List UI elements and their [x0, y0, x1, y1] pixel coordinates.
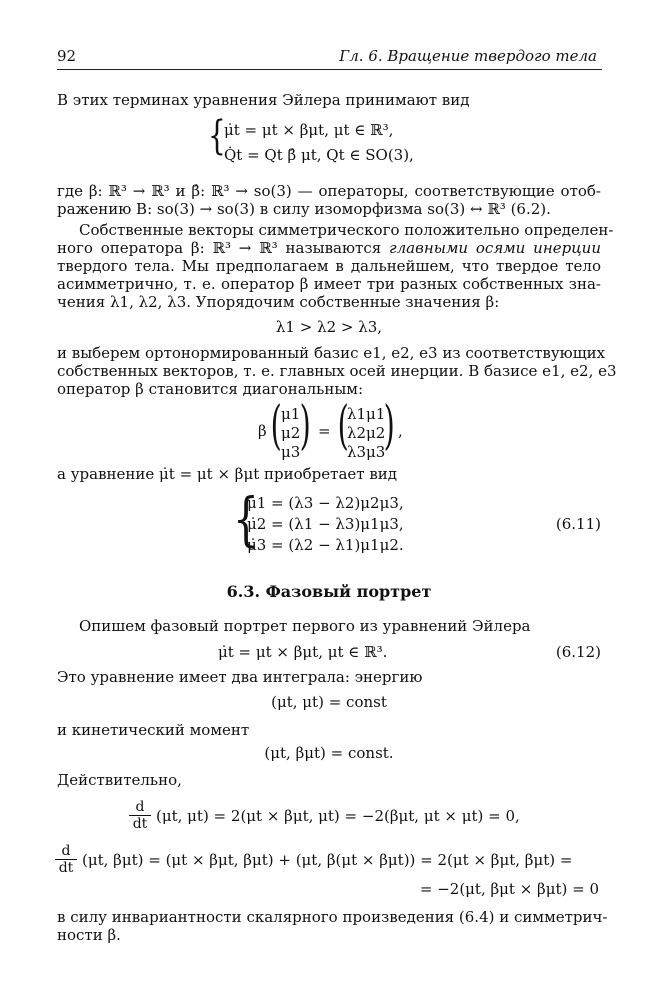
derivative-energy: (μt, μt) = 2(μt × βμt, μt) = −2(βμt, μt × μt) = 0, [156, 807, 520, 825]
equals-sign: = [318, 422, 331, 440]
text-line: ного оператора β: ℝ³ → ℝ³ называются главными осями инерции [57, 239, 601, 257]
text-line: ражению B: so(3) → so(3) в силу изоморфизма so(3) ↔ ℝ³ (6.2). [57, 200, 551, 218]
euler-component-2: μ̇2 = (λ1 − λ3)μ1μ3, [247, 515, 404, 533]
comma: , [398, 422, 403, 440]
system-brace: { [233, 485, 259, 553]
running-header: Гл. 6. Вращение твердого тела [339, 47, 597, 65]
header-rule [57, 69, 602, 70]
text-line: Это уравнение имеет два интеграла: энергию [57, 668, 423, 686]
paragraph-intro: В этих терминах уравнения Эйлера принимают вид [57, 91, 470, 109]
text-line: Собственные векторы симметрического положительно определен- [79, 221, 614, 239]
text-line: Действительно, [57, 771, 182, 789]
equation-6-12: μ̇t = μt × βμt, μt ∈ ℝ³. [218, 643, 388, 661]
equation-number: (6.12) [555, 643, 601, 661]
text-line: асимметрично, т. е. оператор β имеет три разных собственных зна- [57, 275, 601, 293]
euler-eq-2: Q̇t = Qt β̂ μt, Qt ∈ SO(3), [224, 146, 414, 164]
left-paren: ( [270, 396, 282, 456]
vector-lambda-mu: λ1μ1 λ2μ2 λ3μ3 [347, 405, 386, 461]
eigenvalue-order: λ1 > λ2 > λ3, [275, 318, 383, 336]
derivative-fraction: $\frac{d}{dt}$ [55, 843, 77, 876]
page-number: 92 [57, 47, 77, 65]
euler-eq-1: μ̇t = μt × βμt, μt ∈ ℝ³, [224, 121, 394, 139]
system-brace: { [208, 113, 226, 159]
text-line: в силу инвариантности скалярного произведения (6.4) и симметрич- [57, 908, 608, 926]
right-paren: ) [299, 396, 311, 456]
euler-component-3: μ̇3 = (λ2 − λ1)μ1μ2. [247, 536, 404, 554]
section-heading: 6.3. Фазовый портрет [226, 582, 432, 601]
text-line: а уравнение μ̇t = μt × βμt приобретает вид [57, 465, 398, 483]
text-line: ности β. [57, 926, 121, 944]
energy-integral: (μt, μt) = const [271, 693, 387, 711]
text-line: твердого тела. Мы предполагаем в дальнейшем, что твердое тело [57, 257, 601, 275]
text-line: собственных векторов, т. е. главных осей инерции. В базисе e1, e2, e3 [57, 362, 617, 380]
right-paren: ) [383, 396, 395, 456]
moment-integral: (μt, βμt) = const. [264, 744, 394, 762]
text-line: и кинетический момент [57, 721, 250, 739]
derivative-moment-result: = −2(μt, βμt × βμt) = 0 [419, 880, 599, 898]
equation-number: (6.11) [555, 515, 601, 533]
vector-mu: μ1 μ2 μ3 [281, 405, 301, 461]
text-line: чения λ1, λ2, λ3. Упорядочим собственные значения β: [57, 293, 500, 311]
text-line: где β: ℝ³ → ℝ³ и β̂: ℝ³ → so(3) — операторы, соответствующие отоб- [57, 182, 601, 200]
text-line: оператор β становится диагональным: [57, 380, 363, 398]
text-line: Опишем фазовый портрет первого из уравнений Эйлера [79, 617, 531, 635]
derivative-fraction: $\frac{d}{dt}$ [129, 799, 151, 832]
derivative-moment: (μt, βμt) = (μt × βμt, βμt) + (μt, β(μt × βμt)) = 2(μt × βμt, βμt) = [82, 851, 573, 869]
text-line: и выберем ортонормированный базис e1, e2, e3 из соответствующих [57, 344, 606, 362]
left-paren: ( [337, 396, 349, 456]
beta-symbol: β [258, 422, 267, 440]
euler-component-1: μ̇1 = (λ3 − λ2)μ2μ3, [247, 494, 404, 512]
